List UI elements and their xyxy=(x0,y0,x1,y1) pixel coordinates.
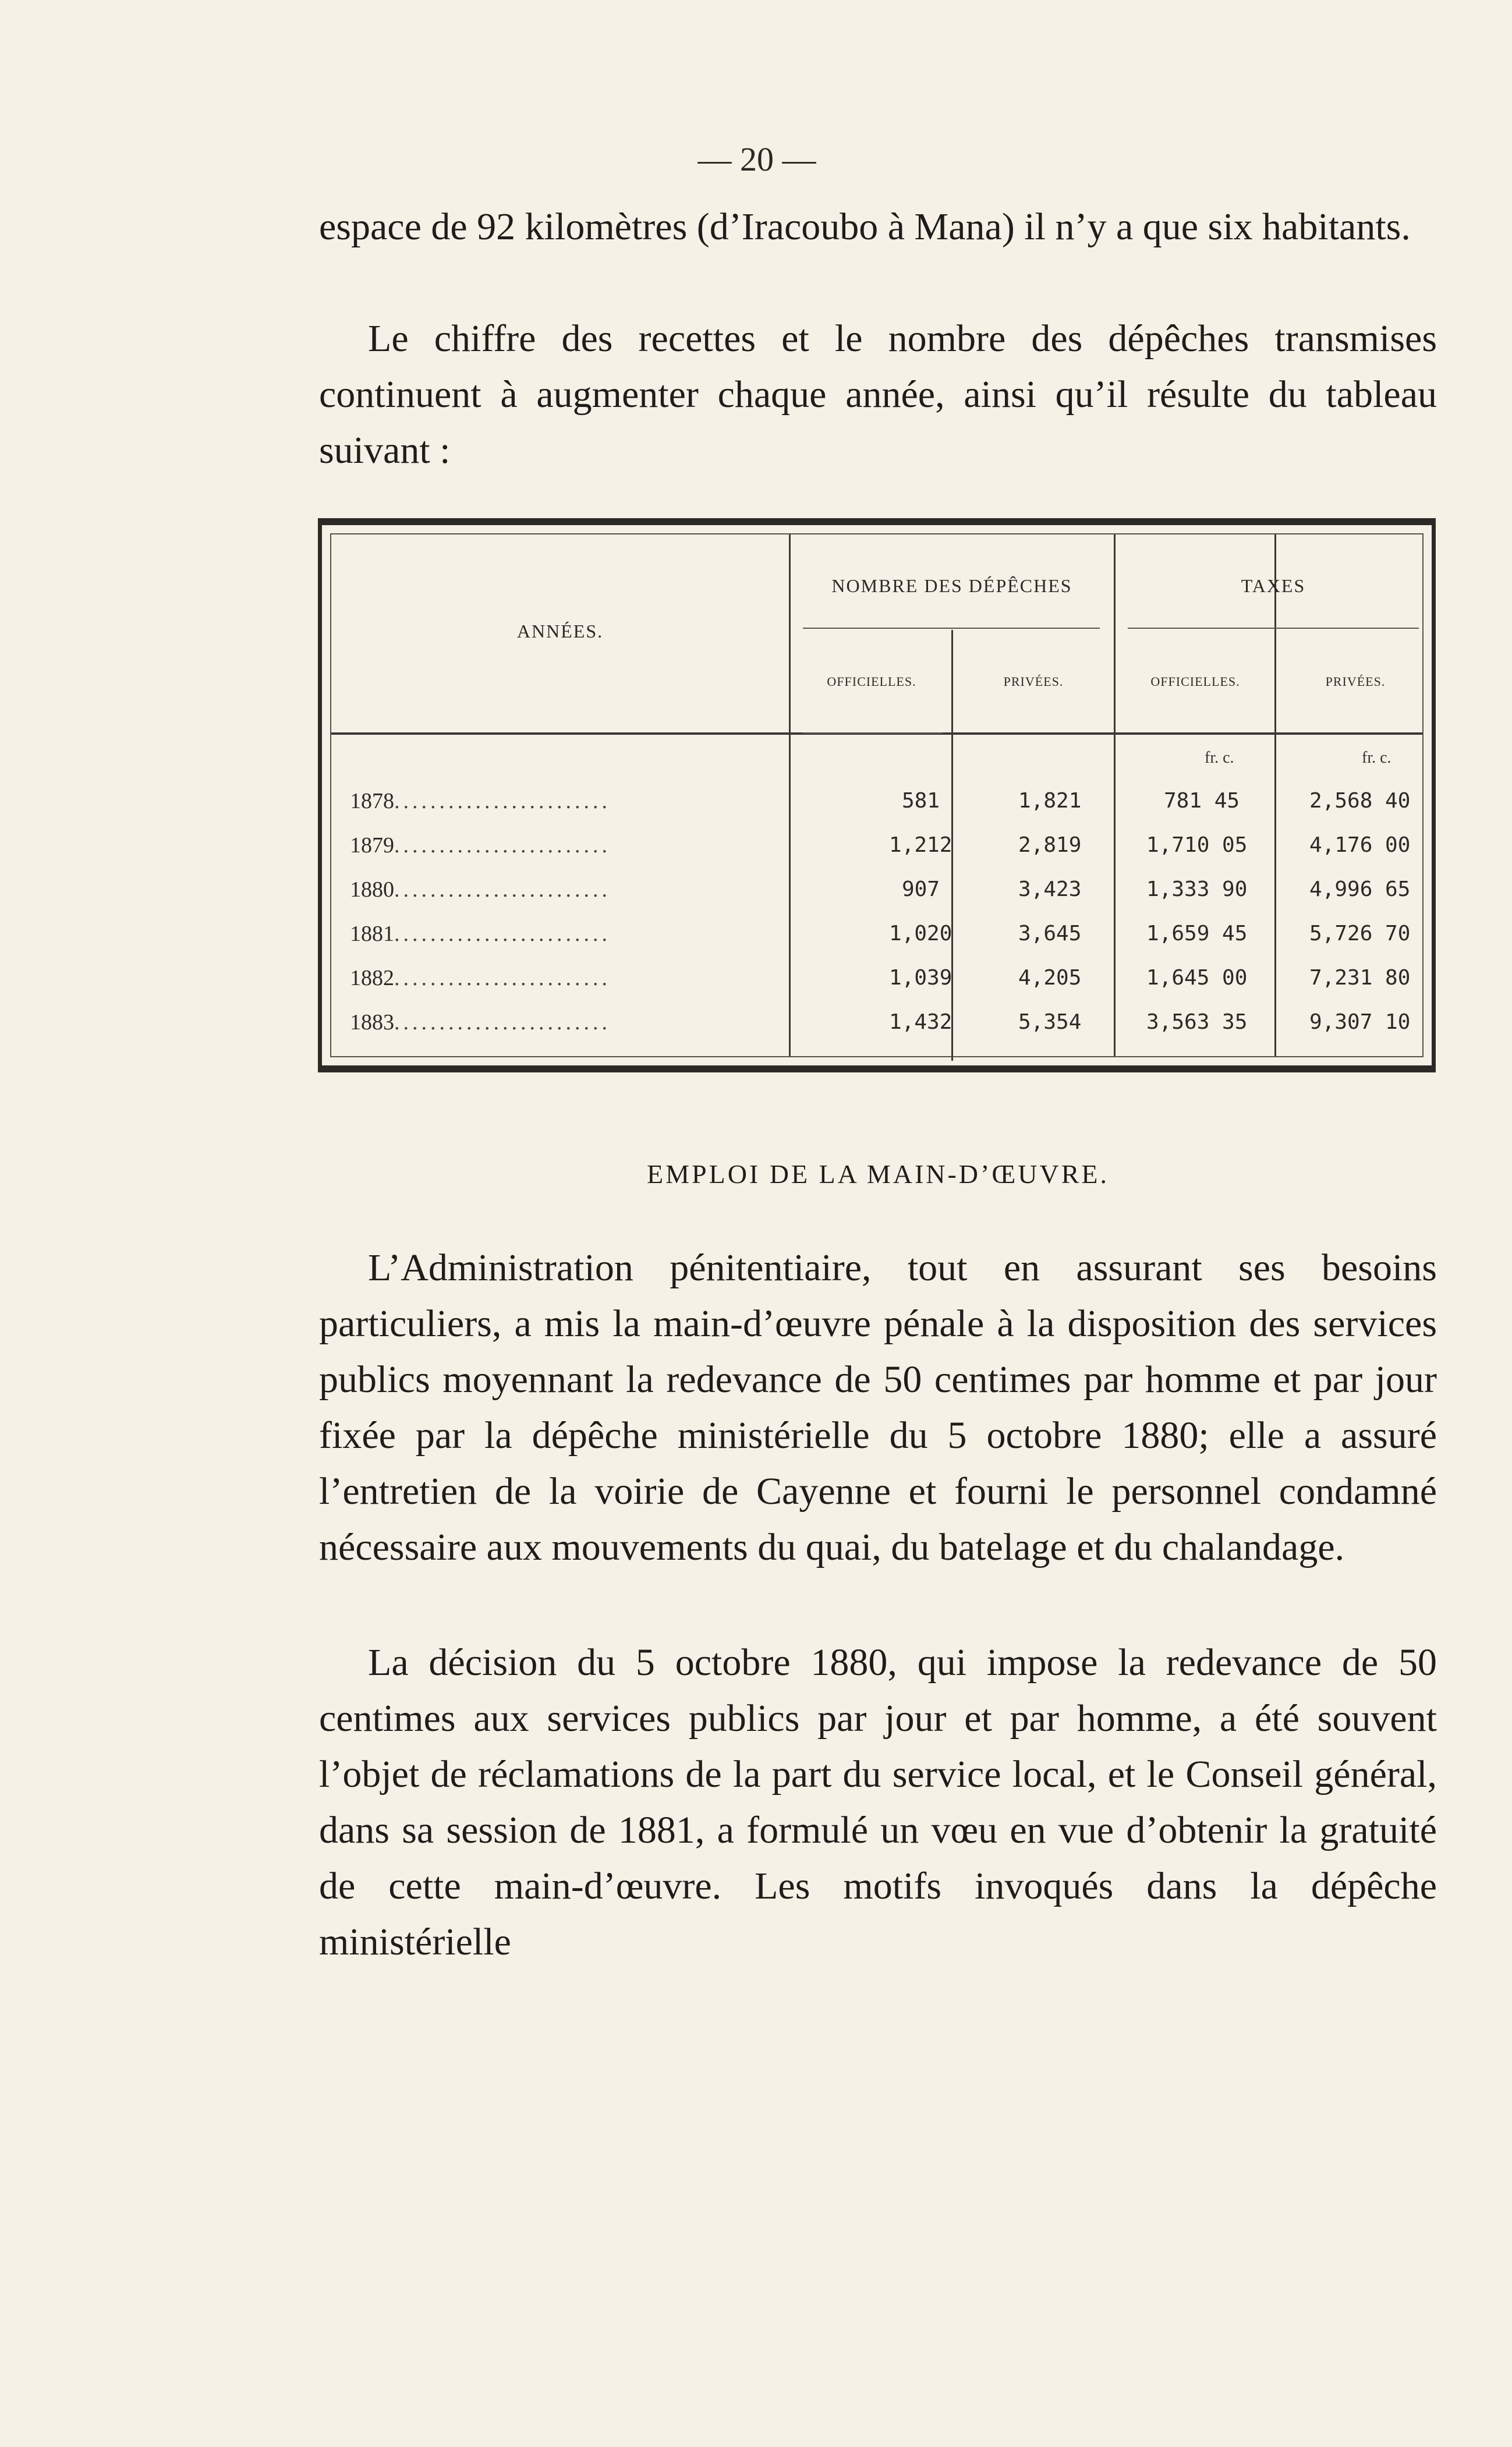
table-row xyxy=(331,867,1422,912)
header-annees: ANNÉES. xyxy=(516,621,604,642)
dep-off-cell: 581 xyxy=(902,789,940,813)
paragraph-intro-table: Le chiffre des recettes et le nombre des dépêches transmises continuent à augmenter chaque année, ainsi qu’il résulte du tableau suivant : xyxy=(319,317,1437,472)
paragraph-administration: L’Administration pénitentiaire, tout en assurant ses besoins particuliers, a mis la main-d’œuvre pénale à la disposition des services publics moyennant la redevance de 50 centimes par homme et par jour fixée par la dépêche ministérielle du 5 octobre 1880; elle a assuré l’entretien de la voirie de Cayenne et fourni le personnel condamné nécessaire aux mouvements du quai, du batelage et du chalandage. xyxy=(319,1246,1437,1568)
page-number: — 20 — xyxy=(697,140,816,178)
header-nombre-depeches: NOMBRE DES DÉPÊCHES xyxy=(831,575,1072,596)
tax-priv-cell: 4,176 00 xyxy=(1309,833,1411,857)
dep-off-cell: 1,039 xyxy=(889,966,952,990)
year-cell: 1882........................ xyxy=(350,966,611,990)
group-rule xyxy=(1128,628,1419,629)
header-depeches-officielles: OFFICIELLES. xyxy=(827,674,916,689)
paragraph-decision: La décision du 5 octobre 1880, qui impose la redevance de 50 centimes aux services publics par jour et par homme, a été souvent l’objet de réclamations de la part du service local, et le Conseil général, dans sa session de 1881, a formulé un vœu en vue d’obtenir la gratuité de cette main-d’œuvre. Les motifs invoqués dans la dépêche ministérielle xyxy=(319,1641,1437,1963)
header-taxes-privees: PRIVÉES. xyxy=(1325,674,1386,689)
subcol-rule xyxy=(803,732,943,734)
dep-off-cell: 1,020 xyxy=(889,922,952,945)
year-cell: 1881........................ xyxy=(350,922,611,946)
group-rule xyxy=(803,628,1100,629)
dep-off-cell: 1,432 xyxy=(889,1010,952,1034)
tax-priv-cell: 9,307 10 xyxy=(1309,1010,1411,1034)
header-taxes: TAXES xyxy=(1241,575,1306,596)
table-inner-frame xyxy=(330,533,1424,1057)
section-title: EMPLOI DE LA MAIN-D’ŒUVRE. xyxy=(647,1159,1109,1189)
unit-label: fr. c. xyxy=(1362,749,1391,767)
header-depeches-privees: PRIVÉES. xyxy=(1003,674,1064,689)
tax-off-cell: 1,659 45 xyxy=(1146,922,1248,945)
unit-label: fr. c. xyxy=(1205,749,1234,767)
tax-priv-cell: 2,568 40 xyxy=(1309,789,1411,813)
tax-priv-cell: 7,231 80 xyxy=(1309,966,1411,990)
table-row xyxy=(331,912,1422,956)
tax-off-cell: 1,333 90 xyxy=(1146,877,1248,901)
dep-priv-cell: 3,423 xyxy=(1018,877,1082,901)
dep-priv-cell: 4,205 xyxy=(1018,966,1082,990)
paragraph-continued: espace de 92 kilomètres (d’Iracoubo à Mana) il n’y a que six habitants. xyxy=(319,206,1411,248)
dep-priv-cell: 5,354 xyxy=(1018,1010,1082,1034)
table-row xyxy=(331,823,1422,867)
table-row xyxy=(331,1000,1422,1044)
year-cell: 1879........................ xyxy=(350,833,611,858)
statistics-table xyxy=(318,518,1436,1072)
dep-priv-cell: 3,645 xyxy=(1018,922,1082,945)
year-cell: 1880........................ xyxy=(350,877,611,902)
year-cell: 1878........................ xyxy=(350,789,611,813)
header-taxes-officielles: OFFICIELLES. xyxy=(1150,674,1240,689)
tax-priv-cell: 5,726 70 xyxy=(1309,922,1411,945)
tax-off-cell: 1,710 05 xyxy=(1146,833,1248,857)
dep-priv-cell: 2,819 xyxy=(1018,833,1082,857)
table-row xyxy=(331,779,1422,823)
tax-off-cell: 781 45 xyxy=(1164,789,1240,813)
dep-off-cell: 1,212 xyxy=(889,833,952,857)
tax-priv-cell: 4,996 65 xyxy=(1309,877,1411,901)
year-cell: 1883........................ xyxy=(350,1010,611,1035)
tax-off-cell: 1,645 00 xyxy=(1146,966,1248,990)
dep-off-cell: 907 xyxy=(902,877,940,901)
tax-off-cell: 3,563 35 xyxy=(1146,1010,1248,1034)
dep-priv-cell: 1,821 xyxy=(1018,789,1082,813)
table-row xyxy=(331,956,1422,1000)
